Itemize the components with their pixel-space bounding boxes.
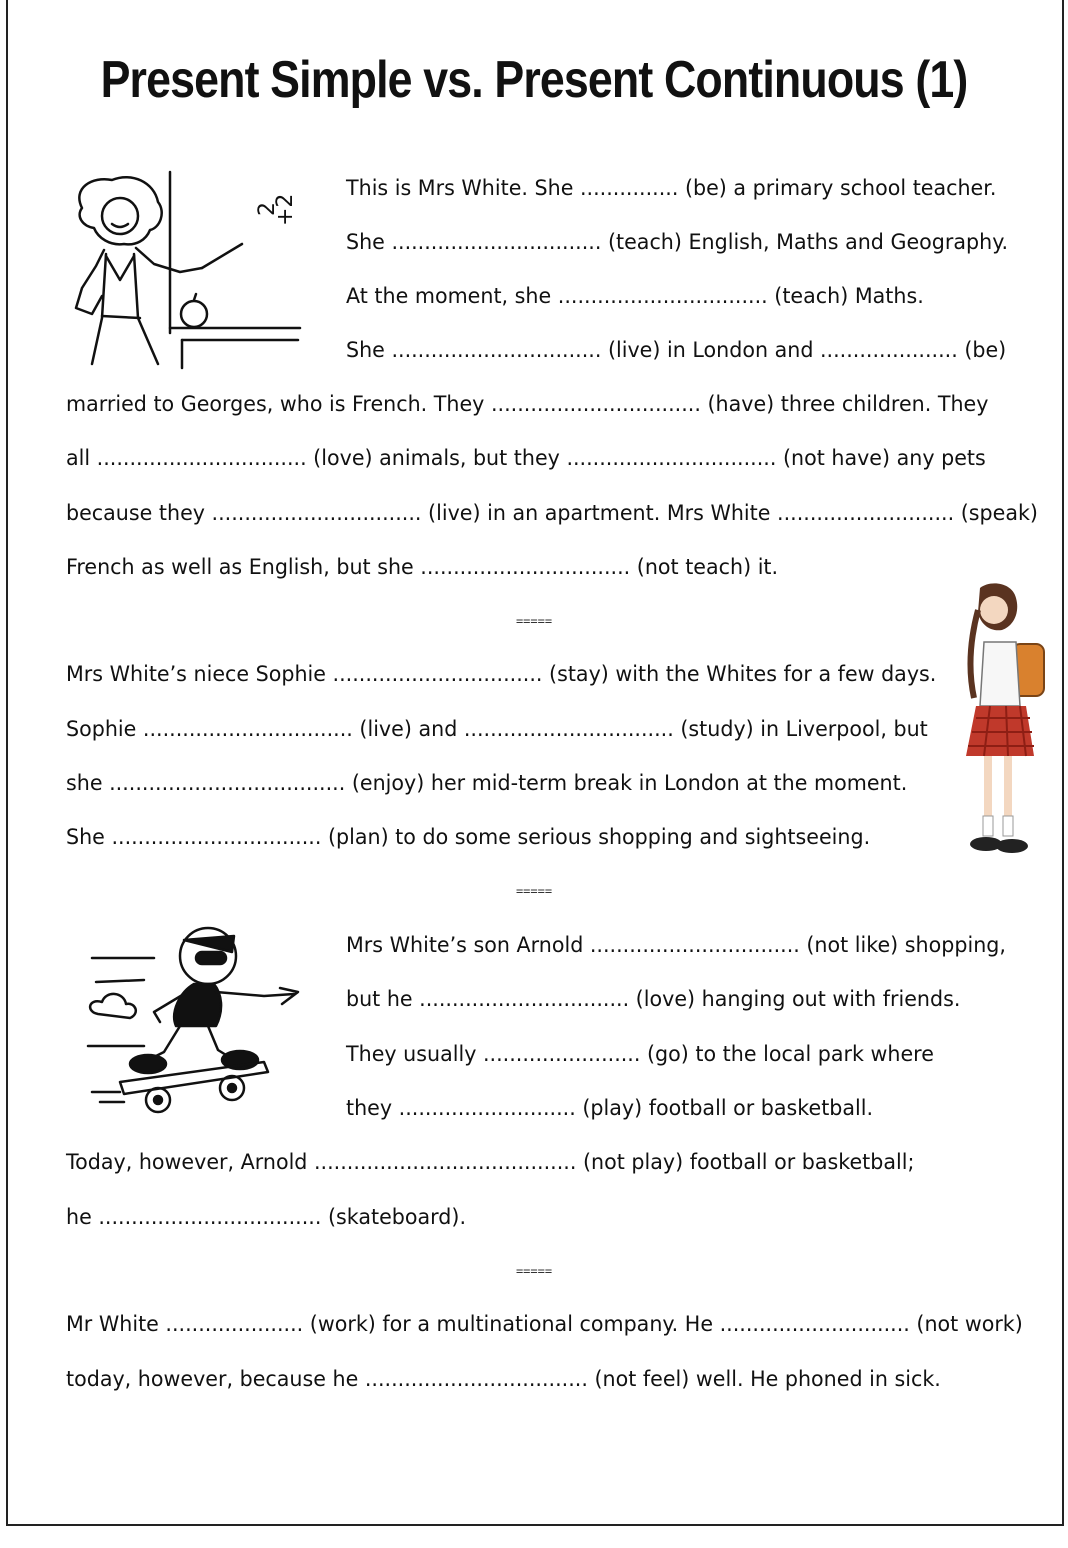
exercise-line: married to Georges, who is French. They ................................ (have) three children. They <box>66 392 989 417</box>
section-separator: ===== <box>515 1264 553 1278</box>
exercise-line: They usually ........................ (go) to the local park where <box>346 1042 934 1067</box>
exercise-line: Today, however, Arnold ........................................ (not play) football or basketball; <box>66 1150 915 1175</box>
teacher-illustration <box>62 168 302 373</box>
exercise-line: Sophie ................................ (live) and ................................ (study) in Liverpool, but <box>66 717 928 742</box>
exercise-line: she .................................... (enjoy) her mid-term break in London at the moment. <box>66 771 908 796</box>
exercise-line: She ................................ (plan) to do some serious shopping and sightseeing. <box>66 825 871 850</box>
exercise-line: This is Mrs White. She ............... (be) a primary school teacher. <box>346 176 997 201</box>
board-number: 2 <box>255 202 280 216</box>
exercise-line: At the moment, she ................................ (teach) Maths. <box>346 284 924 309</box>
exercise-line: but he ................................ (love) hanging out with friends. <box>346 987 961 1012</box>
section-separator: ===== <box>515 884 553 898</box>
exercise-line: today, however, because he .................................. (not feel) well. He phoned in sick. <box>66 1367 941 1392</box>
exercise-line: She ................................ (live) in London and ..................... (be) <box>346 338 1007 363</box>
exercise-line: French as well as English, but she ................................ (not teach) it. <box>66 555 779 580</box>
board-number: +2 <box>273 193 298 226</box>
exercise-line: they ........................... (play) football or basketball. <box>346 1096 874 1121</box>
page-title: Present Simple vs. Present Continuous (1) <box>100 51 968 109</box>
exercise-line: he .................................. (skateboard). <box>66 1205 467 1230</box>
exercise-line: all ................................ (love) animals, but they ................................ (not have) any pets <box>66 446 986 471</box>
exercise-line: because they ................................ (live) in an apartment. Mrs White ........................... (speak) <box>66 501 1038 526</box>
boy-skateboard-illustration <box>84 922 304 1117</box>
exercise-line: Mr White ..................... (work) for a multinational company. He ............................. (not work) <box>66 1312 1023 1337</box>
exercise-line: She ................................ (teach) English, Maths and Geography. <box>346 230 1009 255</box>
exercise-line: Mrs White’s niece Sophie ................................ (stay) with the Whites for a few days. <box>66 662 937 687</box>
section-separator: ===== <box>515 614 553 628</box>
exercise-line: Mrs White’s son Arnold ................................ (not like) shopping, <box>346 933 1006 958</box>
